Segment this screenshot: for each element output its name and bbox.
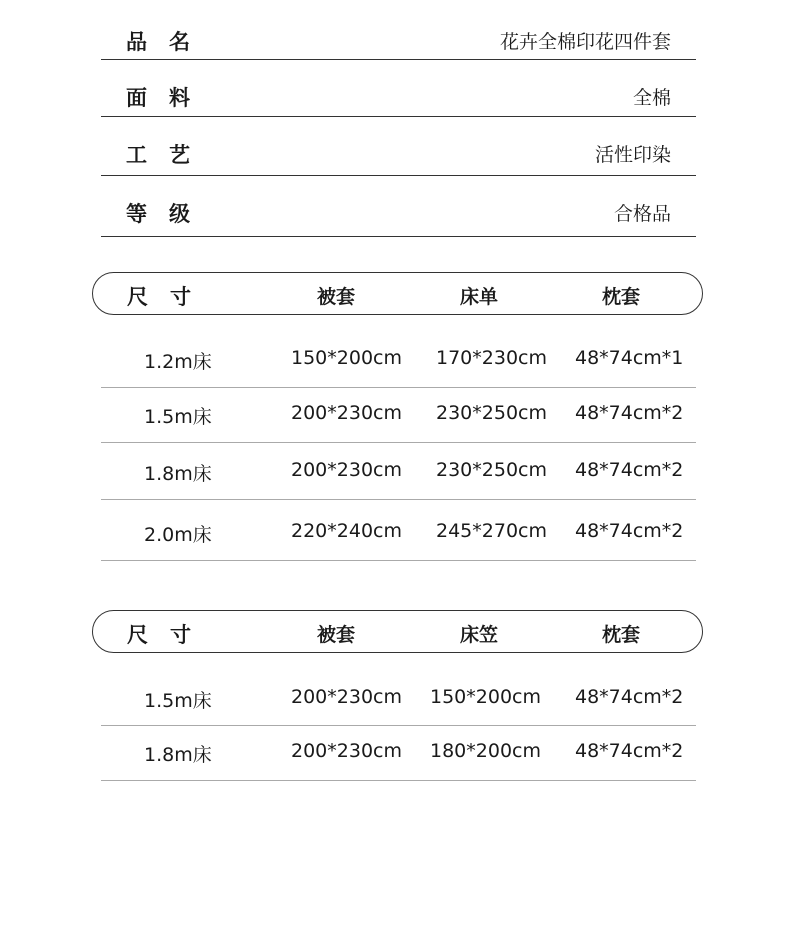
table-row <box>101 726 696 781</box>
table-row <box>101 443 696 500</box>
cell-bed-size: 1.8m床 <box>144 744 212 766</box>
cell-bed-size: 1.5m床 <box>144 406 212 428</box>
cell-bed-size: 1.5m床 <box>144 690 212 712</box>
spec-row-craft <box>101 117 696 176</box>
cell-sheet: 230*250cm <box>436 459 547 481</box>
table-row <box>101 500 696 561</box>
spec-row-name <box>101 20 696 60</box>
cell-pillow: 48*74cm*2 <box>575 740 684 762</box>
cell-bed-size: 1.2m床 <box>144 351 212 373</box>
cell-sheet: 170*230cm <box>436 347 547 369</box>
cell-pillow: 48*74cm*2 <box>575 459 684 481</box>
header-duvet: 被套 <box>317 624 356 646</box>
cell-sheet: 230*250cm <box>436 402 547 424</box>
cell-duvet: 200*230cm <box>291 686 402 708</box>
spec-label: 工艺 <box>126 143 212 167</box>
cell-duvet: 150*200cm <box>291 347 402 369</box>
header-size: 尺寸 <box>127 623 213 647</box>
spec-row-grade <box>101 176 696 237</box>
spec-label: 面料 <box>126 86 212 110</box>
spec-value: 合格品 <box>613 203 671 225</box>
table-row <box>101 670 696 726</box>
header-pillow: 枕套 <box>602 286 641 308</box>
spec-value: 全棉 <box>632 87 671 109</box>
fitted-table-header <box>92 610 703 653</box>
cell-bed-size: 2.0m床 <box>144 524 212 546</box>
table-row <box>101 333 696 388</box>
header-fitted-sheet: 床笠 <box>460 624 499 646</box>
spec-row-fabric <box>101 60 696 117</box>
spec-label: 等级 <box>126 202 212 226</box>
size-table-header <box>92 272 703 315</box>
spec-label: 品名 <box>126 30 212 54</box>
cell-duvet: 200*230cm <box>291 402 402 424</box>
cell-fitted-sheet: 150*200cm <box>430 686 541 708</box>
cell-fitted-sheet: 180*200cm <box>430 740 541 762</box>
cell-bed-size: 1.8m床 <box>144 463 212 485</box>
header-pillow: 枕套 <box>602 624 641 646</box>
cell-pillow: 48*74cm*2 <box>575 520 684 542</box>
cell-pillow: 48*74cm*1 <box>575 347 684 369</box>
cell-sheet: 245*270cm <box>436 520 547 542</box>
spec-value: 花卉全棉印花四件套 <box>499 31 671 53</box>
header-size: 尺寸 <box>127 285 213 309</box>
cell-duvet: 200*230cm <box>291 740 402 762</box>
table-row <box>101 388 696 443</box>
cell-pillow: 48*74cm*2 <box>575 686 684 708</box>
cell-duvet: 220*240cm <box>291 520 402 542</box>
cell-pillow: 48*74cm*2 <box>575 402 684 424</box>
spec-value: 活性印染 <box>594 144 671 166</box>
header-duvet: 被套 <box>317 286 356 308</box>
cell-duvet: 200*230cm <box>291 459 402 481</box>
header-sheet: 床单 <box>460 286 499 308</box>
